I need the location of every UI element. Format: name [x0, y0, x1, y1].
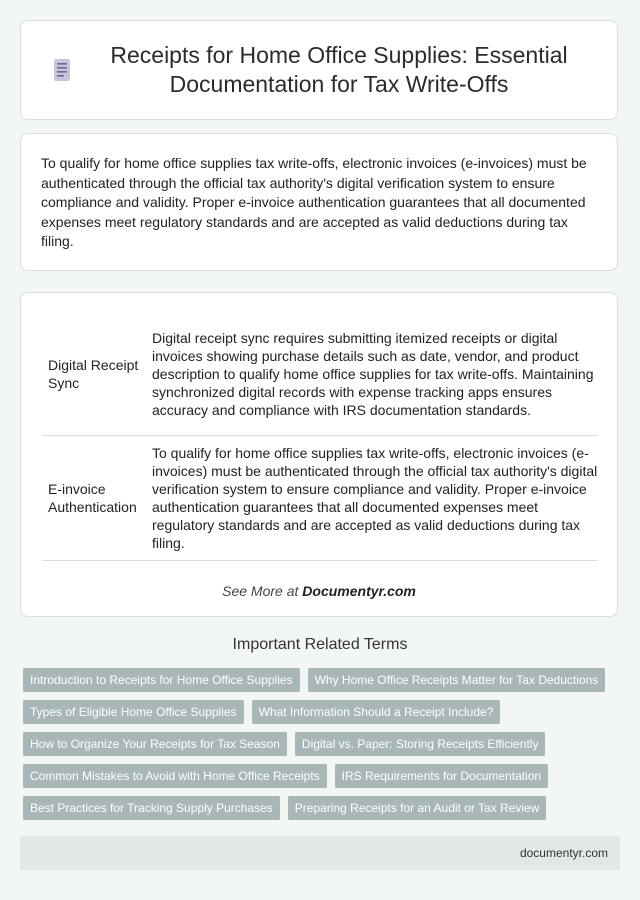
description-cell: To qualify for home office supplies tax write-offs, electronic invoices (e-invoices) must be authenticated through the official tax authority's digital verification system to ensure compliance and validity. Proper e-invoice authentication guarantees that all documented expenses meet regulatory standards and are accepted as valid deductions during tax filing.	[146, 435, 598, 560]
intro-paragraph: To qualify for home office supplies tax write-offs, electronic invoices (e-invoices) must be authenticated through the official tax authority's digital verification system to ensure compliance and validity. Proper e-invoice authentication guarantees that all documented expenses meet regulatory standards and are accepted as valid deductions during tax filing.	[41, 155, 587, 249]
see-more-brand[interactable]: Documentyr.com	[302, 582, 416, 599]
related-tag[interactable]: Introduction to Receipts for Home Office Supplies	[23, 668, 300, 692]
related-tag[interactable]: Preparing Receipts for an Audit or Tax Review	[288, 796, 547, 820]
tag-row	[23, 668, 623, 692]
document-icon	[49, 57, 75, 83]
see-more-prefix: See More at	[222, 582, 303, 599]
term-cell: Digital Receipt Sync	[42, 313, 146, 435]
description-cell: Digital receipt sync requires submitting itemized receipts or digital invoices showing purchase details such as date, vendor, and product description to qualify home office supplies for tax write-offs. Maintaining synchronized digital records with expense tracking apps ensures accuracy and compliance with IRS documentation standards.	[146, 313, 598, 435]
footer-link[interactable]: documentyr.com	[519, 846, 608, 860]
related-tag[interactable]: Digital vs. Paper: Storing Receipts Efficiently	[295, 732, 546, 756]
related-tag[interactable]: How to Organize Your Receipts for Tax Season	[23, 732, 287, 756]
tag-row	[23, 796, 623, 820]
terms-table	[42, 313, 598, 561]
tag-row	[23, 764, 623, 788]
table-row	[42, 313, 598, 435]
see-more-link[interactable]	[42, 583, 596, 599]
related-tag[interactable]: Why Home Office Receipts Matter for Tax Deductions	[308, 668, 606, 692]
related-terms-title: Important Related Terms	[232, 636, 408, 653]
related-tag[interactable]: Best Practices for Tracking Supply Purchases	[23, 796, 280, 820]
tag-row	[23, 700, 623, 724]
term-cell: E-invoice Authentication	[42, 435, 146, 560]
related-tags	[23, 668, 623, 828]
title-wrap	[49, 41, 589, 99]
related-tag[interactable]: IRS Requirements for Documentation	[335, 764, 548, 788]
related-tag[interactable]: Types of Eligible Home Office Supplies	[23, 700, 244, 724]
tag-row	[23, 732, 623, 756]
related-tag[interactable]: Common Mistakes to Avoid with Home Office Receipts	[23, 764, 327, 788]
page-title: Receipts for Home Office Supplies: Essential Documentation for Tax Write-Offs	[110, 42, 568, 97]
footer	[20, 836, 620, 870]
intro-card	[20, 133, 618, 271]
terms-table-card	[20, 292, 618, 617]
table-row	[42, 435, 598, 560]
title-card	[20, 20, 618, 120]
related-tag[interactable]: What Information Should a Receipt Include?	[252, 700, 501, 724]
